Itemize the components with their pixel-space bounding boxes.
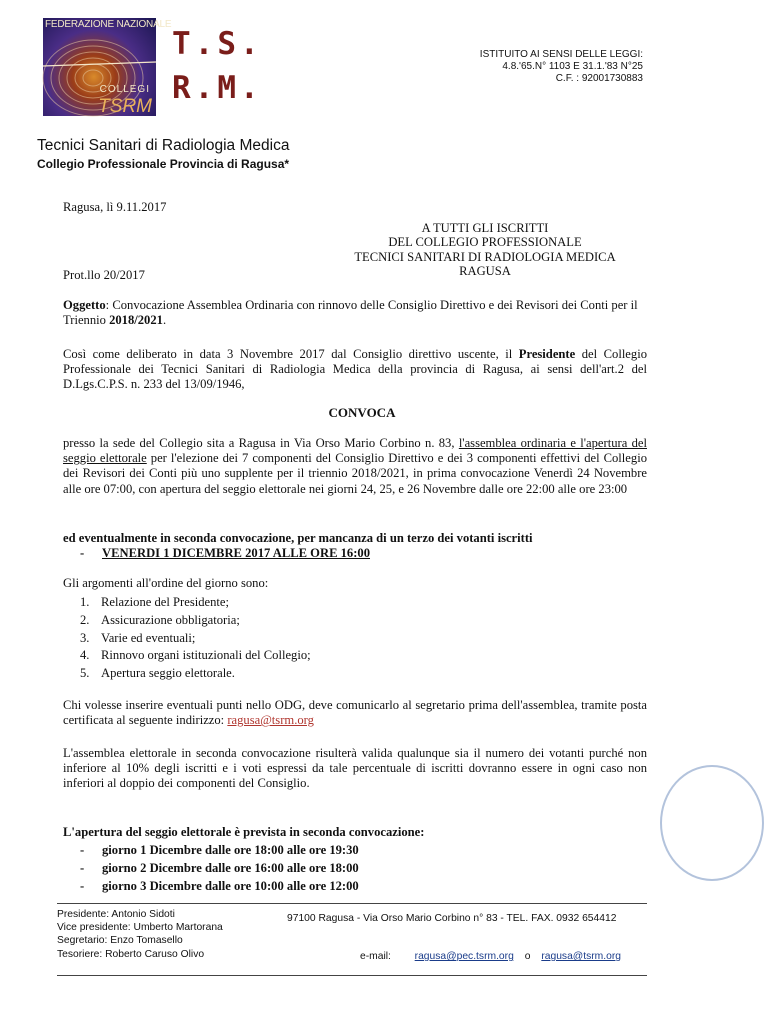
recipient-line-4: RAGUSA (459, 263, 511, 278)
subject-years: 2018/2021 (109, 313, 163, 328)
validity-paragraph: L'assemblea elettorale in seconda convocazione risulterà valida qualunque sia il numero dei votanti purché non inferiore al 10% degli iscritti e i voti espressi da tale percentuale di iscritti dovranno essere in ogni caso non inferiori al doppio dei componenti del Consiglio. (63, 746, 647, 791)
seggio-day-text: giorno 3 Dicembre dalle ore 10:00 alle ore 12:00 (102, 878, 359, 893)
agenda-item-number: 1. (80, 595, 90, 609)
agenda-intro: Gli argomenti all'ordine del giorno sono: (63, 576, 269, 590)
footer-bottom-rule (57, 975, 647, 976)
brand-acronym (172, 22, 263, 110)
recipient-line-2: DEL COLLEGIO PROFESSIONALE (388, 235, 582, 250)
body-text-c: per l'elezione dei 7 componenti del Consiglio Direttivo e dei 3 componenti effettivi del Collegio dei Revisori dei Conti più uno supplente per il triennio 2018/2021, in prima convocazione Venerdì 24 Novembre alle ore 07:00, con apertura del seggio elettorale nei giorni 24, 25, e 26 Novembre dalle ore 22:00 alle ore 23:00 (63, 451, 647, 496)
org-subtitle: Collegio Professionale Provincia di Ragusa* (37, 157, 290, 171)
convoca-heading: CONVOCA (328, 405, 396, 420)
logo (43, 18, 172, 117)
seggio-day-text: giorno 1 Dicembre dalle ore 18:00 alle ore 19:30 (102, 843, 359, 857)
agenda-item-number: 4. (80, 648, 90, 663)
footer-or: o (524, 951, 531, 962)
institution-info (480, 49, 643, 85)
seggio-dash: - (80, 843, 85, 857)
footer-segretario: Segretario: Enzo Tomasello (57, 935, 183, 947)
agenda-item (80, 630, 311, 648)
subject-end: . (162, 313, 167, 328)
footer-pec-link[interactable]: ragusa@pec.tsrm.org (414, 951, 514, 962)
letter-date: Ragusa, lì 9.11.2017 (63, 200, 167, 214)
footer-officers (57, 908, 223, 961)
odg-paragraph (63, 698, 647, 728)
org-name: Tecnici Sanitari di Radiologia Medica (37, 137, 290, 154)
body-text-a: presso la sede del Collegio sita a Ragusa in Via Orso Mario Corbino n. 83, (63, 436, 459, 450)
institution-line-2: 4.8.'65.N° 1103 E 31.1.'83 N°25 (502, 61, 643, 72)
agenda-item-number: 2. (80, 612, 90, 627)
agenda-item (80, 647, 311, 665)
agenda-item-text: Rinnovo organi istituzionali del Collegio; (101, 648, 311, 663)
institution-line-1: ISTITUITO AI SENSI DELLE LEGGI: (479, 49, 643, 60)
brand-line-1: T.S. (172, 26, 263, 62)
agenda-item-number: 3. (80, 630, 90, 645)
intro-text-c: del Collegio Professionale dei Tecnici Sanitari di Radiologia Medica della provincia di Ragusa, ai sensi dell'art.2 del D.Lgs.C.P.S. n. 233 del 13/09/1946, (63, 347, 647, 392)
subject (63, 298, 647, 328)
recipient-block (350, 221, 620, 278)
agenda-list (80, 594, 311, 683)
seggio-day (80, 860, 359, 878)
intro-text-a: Così come deliberato in data 3 Novembre 2017 dal Consiglio direttivo uscente, il (63, 347, 519, 361)
agenda-item-text: Varie ed eventuali; (101, 630, 196, 645)
logo-collegi-text: COLLEGI (99, 84, 150, 95)
odg-email-link[interactable]: ragusa@tsrm.org (227, 713, 314, 728)
seggio-dash: - (80, 860, 85, 875)
seggio-day (80, 878, 359, 896)
footer-address: 97100 Ragusa - Via Orso Mario Corbino n° 83 - TEL. FAX. 0932 654412 (287, 913, 617, 924)
recipient-line-3: TECNICI SANITARI DI RADIOLOGIA MEDICA (354, 249, 616, 264)
intro-presidente: Presidente (518, 347, 576, 361)
agenda-item (80, 612, 311, 630)
footer-email-label: e-mail: (360, 951, 391, 962)
institution-line-3: C.F. : 92001730883 (555, 73, 643, 84)
second-date: VENERDI 1 DICEMBRE 2017 ALLE ORE 16:00 (102, 546, 370, 560)
agenda-item-text: Apertura seggio elettorale. (101, 666, 235, 681)
seggio-days (80, 842, 359, 895)
agenda-item-number: 5. (80, 666, 90, 681)
logo-top-text: FEDERAZIONE NAZIONALE (45, 19, 172, 30)
agenda-item-text: Assicurazione obbligatoria; (101, 612, 240, 627)
body-paragraph (63, 436, 647, 497)
agenda-item (80, 594, 311, 612)
footer-vice: Vice presidente: Umberto Martorana (57, 922, 223, 934)
footer-top-rule (57, 903, 647, 904)
subject-text: : Convocazione Assemblea Ordinaria con rinnovo delle Consiglio Direttivo e dei Revisori dei Conti per il Triennio (63, 298, 638, 328)
second-bullet: - (80, 546, 85, 560)
footer-emails (360, 950, 621, 963)
brand-line-2: R.M. (172, 70, 263, 106)
recipient-line-1: A TUTTI GLI ISCRITTI (421, 221, 549, 235)
footer-email-link[interactable]: ragusa@tsrm.org (541, 951, 622, 962)
agenda-item-text: Relazione del Presidente; (101, 595, 229, 609)
subject-label: Oggetto (63, 298, 106, 312)
protocol-number: Prot.llo 20/2017 (63, 268, 145, 282)
seggio-dash: - (80, 878, 85, 893)
footer-tesoriere: Tesoriere: Roberto Caruso Olivo (57, 948, 205, 960)
logo-tsrm-text: TSRM (98, 96, 152, 117)
second-convocation-title: ed eventualmente in seconda convocazione, per mancanza di un terzo dei votanti iscritti (63, 531, 533, 545)
seggio-day-text: giorno 2 Dicembre dalle ore 16:00 alle ore 18:00 (102, 860, 359, 875)
second-convocation-line (80, 546, 370, 561)
intro-paragraph (63, 347, 647, 393)
body-underlined: l'assemblea ordinaria e l'apertura del seggio elettorale (63, 436, 647, 466)
seggio-title: L'apertura del seggio elettorale è prevista in seconda convocazione: (63, 825, 425, 839)
footer-presidente: Presidente: Antonio Sidoti (57, 909, 175, 920)
official-stamp (660, 765, 764, 881)
odg-text: Chi volesse inserire eventuali punti nello ODG, deve comunicarlo al segretario prima dell'assemblea, tramite posta certificata al seguente indirizzo: (63, 698, 647, 728)
seggio-day (80, 842, 359, 860)
agenda-item (80, 665, 311, 683)
